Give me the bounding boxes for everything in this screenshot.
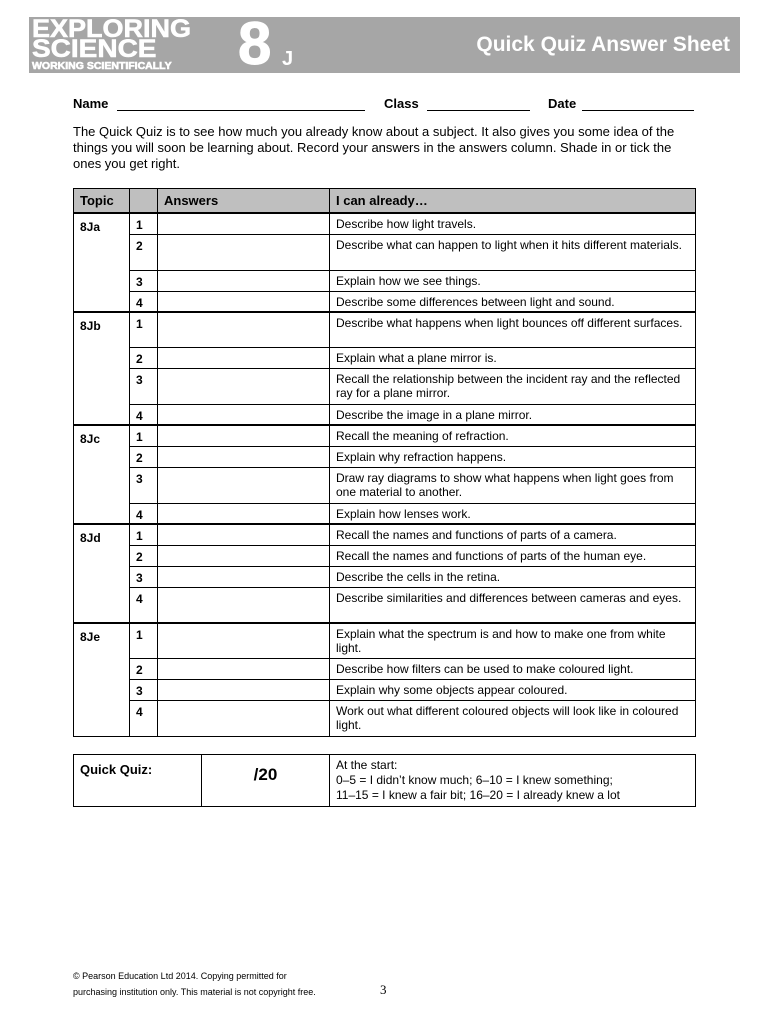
score-key-title: At the start: (336, 758, 398, 772)
question-number: 3 (130, 679, 158, 700)
can-already-statement: Explain how lenses work. (330, 503, 696, 524)
name-label: Name (73, 96, 109, 111)
score-row (74, 755, 696, 807)
question-number: 4 (130, 404, 158, 425)
topic-cell: 8Jb (74, 312, 130, 425)
question-number: 4 (130, 700, 158, 736)
can-already-statement: Recall the names and functions of parts of a camera. (330, 524, 696, 545)
can-already-statement: Recall the names and functions of parts of the human eye. (330, 545, 696, 566)
table-row (74, 566, 696, 587)
can-already-statement: Describe what happens when light bounces off different surfaces. (330, 312, 696, 347)
can-already-statement: Recall the meaning of refraction. (330, 425, 696, 446)
can-already-statement: Explain what the spectrum is and how to make one from white light. (330, 623, 696, 658)
unit-number: 8 (238, 10, 272, 77)
score-out-of[interactable] (202, 755, 330, 807)
can-already-statement: Describe the cells in the retina. (330, 566, 696, 587)
answer-cell[interactable] (158, 446, 330, 467)
can-already-statement: Explain how we see things. (330, 270, 696, 291)
topic-cell: 8Ja (74, 213, 130, 312)
can-already-statement: Draw ray diagrams to show what happens when light goes from one material to another. (330, 467, 696, 503)
answer-cell[interactable] (158, 566, 330, 587)
can-already-statement: Explain why some objects appear coloured. (330, 679, 696, 700)
answer-cell[interactable] (158, 545, 330, 566)
intro-paragraph: The Quick Quiz is to see how much you already know about a subject. It also gives you some idea of the things you will soon be learning about. Record your answers in the answers column. Shade in or tick the ones you get right. (73, 124, 675, 171)
can-already-statement: Describe some differences between light and sound. (330, 291, 696, 312)
table-row (74, 503, 696, 524)
answer-cell[interactable] (158, 270, 330, 291)
answer-cell[interactable] (158, 213, 330, 234)
can-already-header: I can already… (330, 189, 696, 214)
question-number: 1 (130, 524, 158, 545)
logo-line-2: SCIENCE (32, 35, 157, 63)
table-row (74, 404, 696, 425)
question-number: 2 (130, 347, 158, 368)
answer-cell[interactable] (158, 347, 330, 368)
question-number: 4 (130, 291, 158, 312)
answer-cell[interactable] (158, 291, 330, 312)
answer-cell[interactable] (158, 587, 330, 623)
answer-cell[interactable] (158, 467, 330, 503)
answer-cell[interactable] (158, 658, 330, 679)
table-row (74, 347, 696, 368)
answer-cell[interactable] (158, 700, 330, 736)
question-number: 3 (130, 467, 158, 503)
question-number: 3 (130, 566, 158, 587)
can-already-statement: Explain what a plane mirror is. (330, 347, 696, 368)
table-row (74, 658, 696, 679)
answer-cell[interactable] (158, 368, 330, 404)
can-already-statement: Describe similarities and differences between cameras and eyes. (330, 587, 696, 623)
answer-cell[interactable] (158, 623, 330, 658)
topic-cell: 8Je (74, 623, 130, 736)
question-number: 1 (130, 312, 158, 347)
copyright-line-2: purchasing institution only. This material is not copyright free. (73, 987, 316, 997)
table-row (74, 213, 696, 234)
answer-cell[interactable] (158, 524, 330, 545)
name-field[interactable] (117, 110, 365, 111)
can-already-statement: Describe the image in a plane mirror. (330, 404, 696, 425)
page-number: 3 (380, 982, 387, 997)
topic-cell: 8Jd (74, 524, 130, 623)
class-label: Class (384, 96, 419, 111)
quiz-answer-table (73, 188, 696, 737)
quick-quiz-label: Quick Quiz: (74, 755, 202, 807)
score-table (73, 754, 696, 807)
table-row (74, 291, 696, 312)
question-number: 2 (130, 658, 158, 679)
date-field[interactable] (582, 110, 694, 111)
number-header (130, 189, 158, 214)
student-details-row (73, 94, 695, 116)
table-row (74, 679, 696, 700)
question-number: 4 (130, 503, 158, 524)
question-number: 2 (130, 545, 158, 566)
sheet-title: Quick Quiz Answer Sheet (476, 33, 730, 56)
topic-header: Topic (74, 189, 130, 214)
answer-cell[interactable] (158, 679, 330, 700)
can-already-statement: Describe how filters can be used to make coloured light. (330, 658, 696, 679)
can-already-statement: Work out what different coloured objects will look like in coloured light. (330, 700, 696, 736)
answer-cell[interactable] (158, 312, 330, 347)
quiz-table-body (74, 213, 696, 736)
score-key-line-2: 11–15 = I knew a fair bit; 16–20 = I already knew a lot (336, 788, 620, 802)
table-row (74, 545, 696, 566)
answers-header: Answers (158, 189, 330, 214)
score-key (330, 755, 696, 807)
score-out-of-text: /20 (253, 765, 278, 784)
copyright-footer (73, 968, 373, 1000)
table-row (74, 467, 696, 503)
question-number: 1 (130, 425, 158, 446)
table-row (74, 623, 696, 658)
unit-letter: J (282, 48, 294, 70)
score-key-line-1: 0–5 = I didn’t know much; 6–10 = I knew something; (336, 773, 613, 787)
copyright-line-1: © Pearson Education Ltd 2014. Copying permitted for (73, 971, 287, 981)
table-row (74, 446, 696, 467)
header-banner (29, 10, 740, 77)
table-header-row (74, 189, 696, 214)
question-number: 2 (130, 446, 158, 467)
table-row (74, 700, 696, 736)
question-number: 3 (130, 368, 158, 404)
question-number: 3 (130, 270, 158, 291)
answer-cell[interactable] (158, 404, 330, 425)
class-field[interactable] (427, 110, 530, 111)
question-number: 4 (130, 587, 158, 623)
logo-line-3: WORKING SCIENTIFICALLY (32, 61, 172, 72)
can-already-statement: Describe what can happen to light when it hits different materials. (330, 234, 696, 270)
table-row (74, 587, 696, 623)
can-already-statement: Recall the relationship between the incident ray and the reflected ray for a plane mirror. (330, 368, 696, 404)
table-row (74, 368, 696, 404)
can-already-statement: Describe how light travels. (330, 213, 696, 234)
question-number: 2 (130, 234, 158, 270)
date-label: Date (548, 96, 577, 111)
logo-line-1: EXPLORING (32, 15, 192, 43)
answer-cell[interactable] (158, 503, 330, 524)
answer-cell[interactable] (158, 425, 330, 446)
table-row (74, 270, 696, 291)
question-number: 1 (130, 623, 158, 658)
table-row (74, 425, 696, 446)
table-row (74, 234, 696, 270)
table-row (74, 312, 696, 347)
answer-cell[interactable] (158, 234, 330, 270)
table-row (74, 524, 696, 545)
can-already-statement: Explain why refraction happens. (330, 446, 696, 467)
topic-cell: 8Jc (74, 425, 130, 524)
question-number: 1 (130, 213, 158, 234)
